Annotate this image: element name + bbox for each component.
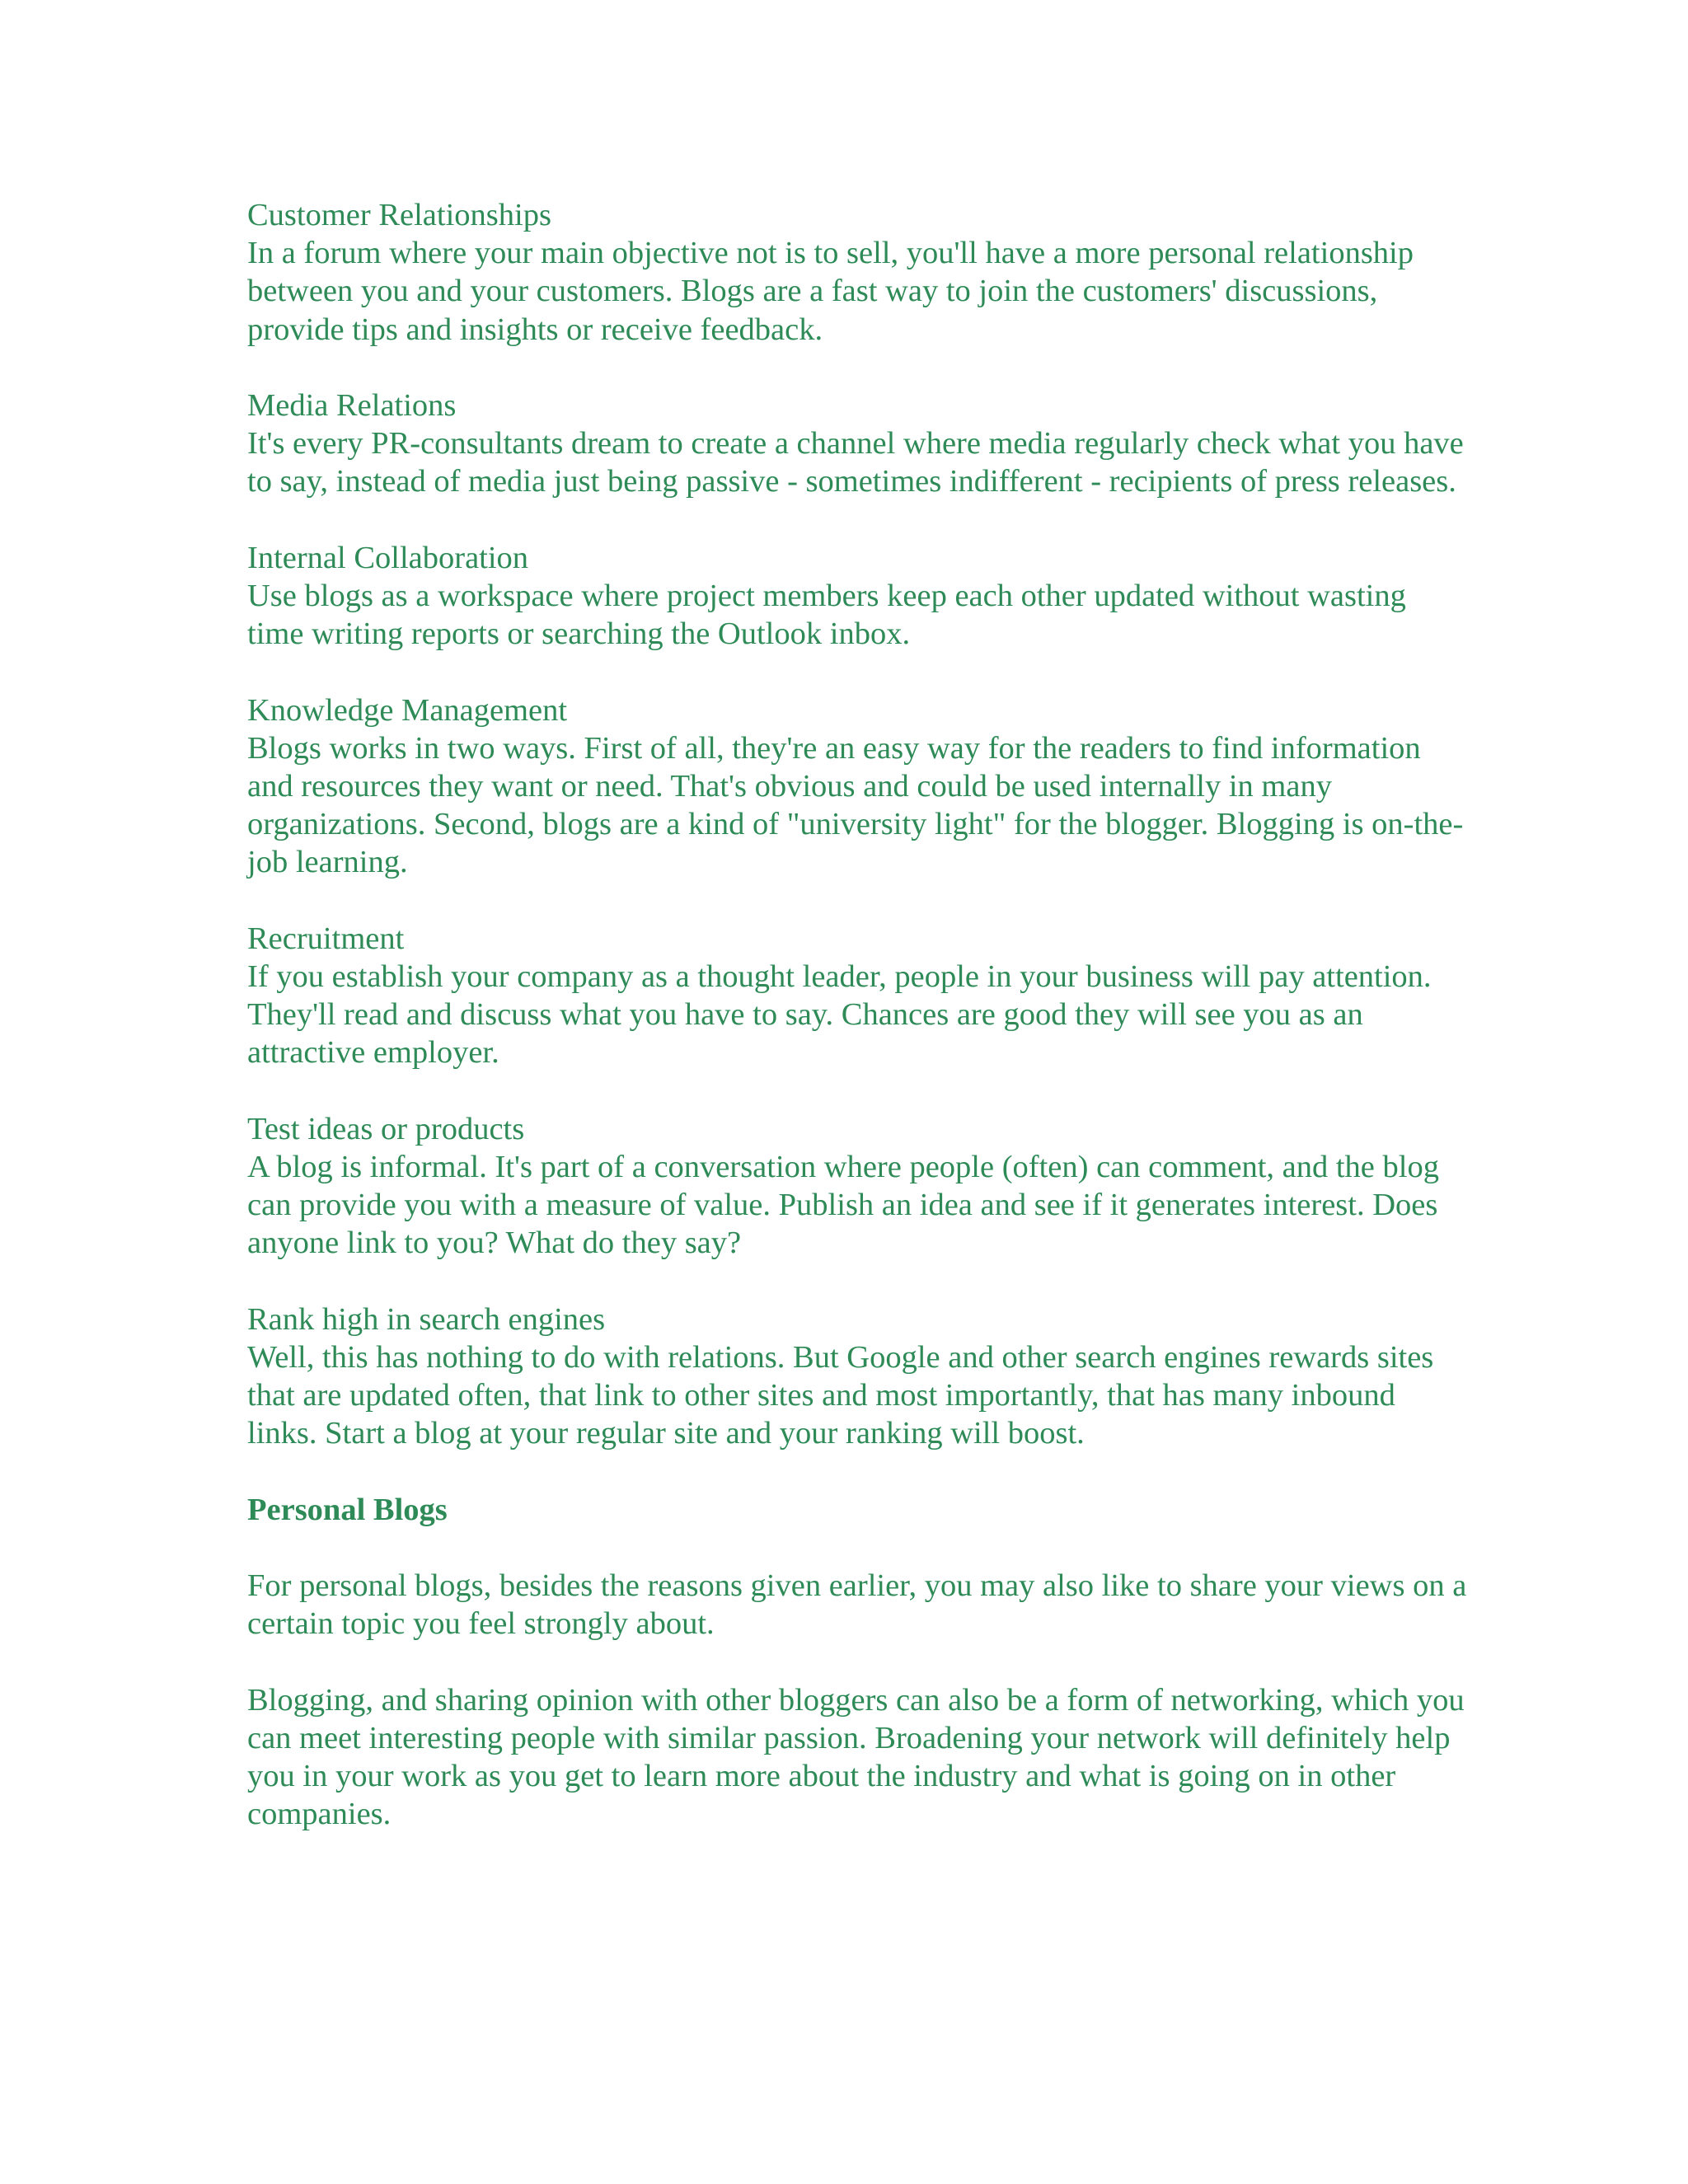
personal-blogs-title: Personal Blogs — [247, 1492, 448, 1527]
section-body: Blogs works in two ways. First of all, they're an easy way for the readers to find information and resources they want or need. That's obvious and could be used internally in many organizations. Second, blogs are a kind of "university light" for the blogger. Blogging is on-the-job learning. — [247, 730, 1464, 880]
section-heading: Internal Collaboration — [247, 540, 529, 575]
section-recruitment — [247, 920, 1467, 1072]
section-knowledge-management — [247, 691, 1467, 882]
section-heading: Customer Relationships — [247, 198, 551, 232]
section-customer-relationships — [247, 196, 1467, 349]
section-heading: Knowledge Management — [247, 692, 568, 728]
section-body: In a forum where your main objective not is to sell, you'll have a more personal relationship between you and your customers. Blogs are a fast way to join the customers' discussions, provide tips and insights or receive feedback. — [247, 236, 1414, 347]
section-rank-high — [247, 1301, 1467, 1453]
section-internal-collaboration — [247, 539, 1467, 654]
section-test-ideas — [247, 1110, 1467, 1263]
document-page — [247, 196, 1467, 1872]
section-body: A blog is informal. It's part of a conversation where people (often) can comment, and the blog can provide you with a measure of value. Publish an idea and see if it generates interest. Does anyone link to you? What do they say? — [247, 1150, 1439, 1261]
section-body: Well, this has nothing to do with relations. But Google and other search engines rewards sites that are updated often, that link to other sites and most importantly, that has many inbound links. Start a blog at your regular site and your ranking will boost. — [247, 1340, 1434, 1451]
section-media-relations — [247, 387, 1467, 501]
section-heading: Recruitment — [247, 921, 405, 956]
section-body: If you establish your company as a thought leader, people in your business will pay attention. They'll read and discuss what you have to say. Chances are good they will see you as an attractive employer. — [247, 959, 1432, 1071]
section-body: It's every PR-consultants dream to create a channel where media regularly check what you have to say, instead of media just being passive - sometimes indifferent - recipients of press releases. — [247, 426, 1464, 499]
section-body: Use blogs as a workspace where project members keep each other updated without wasting time writing reports or searching the Outlook inbox. — [247, 579, 1406, 652]
section-heading: Media Relations — [247, 388, 457, 423]
section-heading: Test ideas or products — [247, 1111, 525, 1146]
section-heading: Rank high in search engines — [247, 1301, 606, 1337]
personal-paragraph: For personal blogs, besides the reasons given earlier, you may also like to share your views on a certain topic you feel strongly about. — [247, 1568, 1467, 1642]
personal-paragraph: Blogging, and sharing opinion with other bloggers can also be a form of networking, which you can meet interesting people with similar passion. Broadening your network will definitely help you in your work as you get to learn more about the industry and what is going on in other companies. — [247, 1682, 1465, 1832]
